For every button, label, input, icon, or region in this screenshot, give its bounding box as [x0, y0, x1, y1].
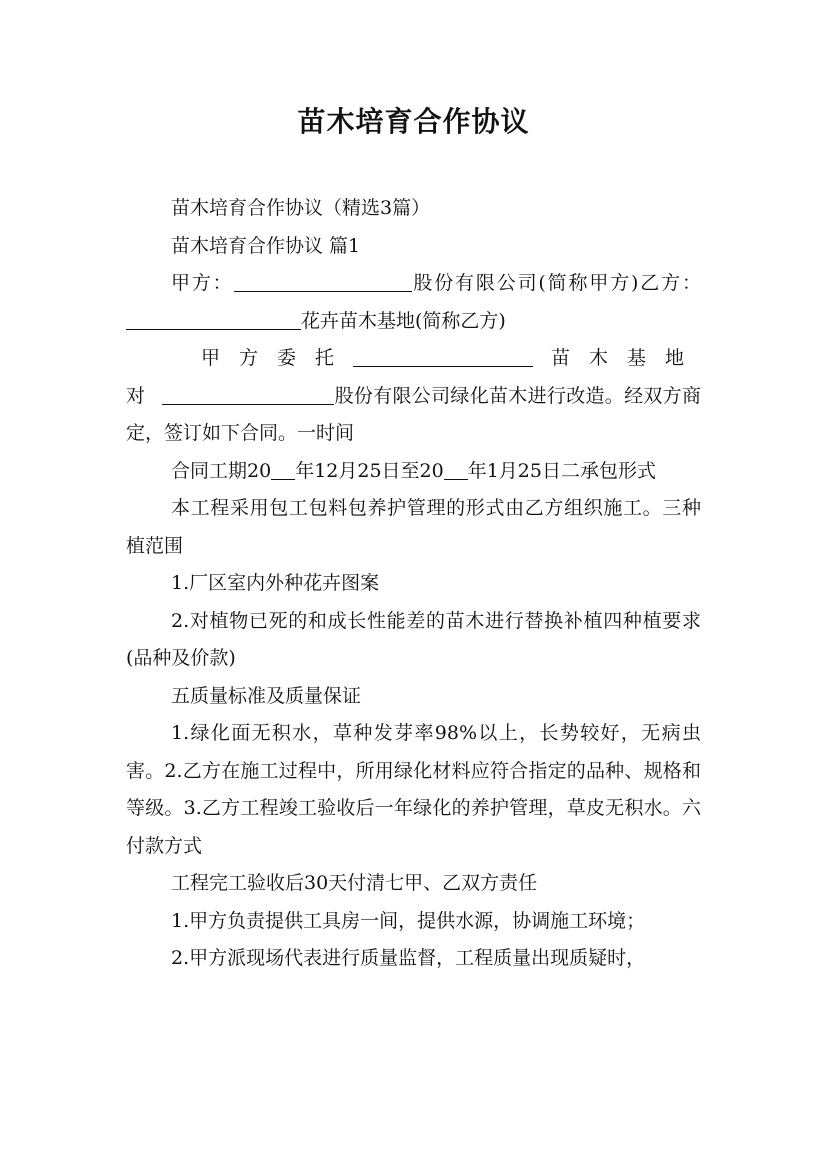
party-a-company: 股份有限公司(简称甲方)乙方： — [411, 272, 701, 294]
entrust-paragraph — [126, 340, 701, 453]
party-a-label: 甲方： — [171, 272, 234, 294]
blank-line — [162, 385, 334, 405]
period-paragraph — [126, 453, 701, 491]
duty-item-1: 1.甲方负责提供工具房一间，提供水源，协调施工环境； — [171, 909, 646, 932]
party-b-base: 花卉苗木基地(简称乙方) — [301, 309, 506, 332]
blank-line — [271, 460, 295, 480]
contract-form-paragraph: 本工程采用包工包料包养护管理的形式由乙方组织施工。三种植范围 — [126, 497, 701, 557]
subtitle-part-1: 苗木培育合作协议 篇1 — [171, 234, 361, 257]
blank-line — [126, 310, 301, 330]
subtitle-selected: 苗木培育合作协议（精选3篇） — [171, 197, 431, 219]
entrust-rest: 股份有限公司绿化苗木进行改造。经双方商定，签订如下合同。一时间 — [126, 384, 701, 444]
duty-item-2: 2.甲方派现场代表进行质量监督，工程质量出现质疑时， — [171, 947, 646, 969]
nursery-text: 苗木基地对 — [126, 347, 701, 407]
scope-item-2: 2.对植物已死的和成长性能差的苗木进行替换补植四种植要求(品种及价款) — [126, 609, 701, 669]
document-body — [126, 190, 701, 978]
quality-heading: 五质量标准及质量保证 — [171, 684, 362, 707]
parties-paragraph — [126, 265, 701, 340]
scope-item-1: 1.厂区室内外种花卉图案 — [171, 572, 380, 594]
blank-line — [234, 272, 412, 292]
period-text-3: 年1月25日二承包形式 — [467, 459, 656, 482]
document-title: 苗木培育合作协议 — [297, 105, 530, 138]
quality-paragraph: 1.绿化面无积水，草种发芽率98%以上，长势较好，无病虫害。2.乙方在施工过程中，所用绿化材料应符合指定的品种、规格和等级。3.乙方工程竣工验收后一年绿化的养护管理，草皮无积水。六付款方式 — [126, 722, 701, 857]
payment-paragraph: 工程完工验收后30天付清七甲、乙双方责任 — [171, 872, 538, 894]
period-text-2: 年12月25日至20 — [295, 459, 444, 482]
period-text-1: 合同工期20 — [171, 459, 272, 482]
blank-line — [444, 460, 468, 480]
blank-line — [353, 347, 533, 367]
entrust-text: 甲方委托 — [201, 347, 353, 369]
